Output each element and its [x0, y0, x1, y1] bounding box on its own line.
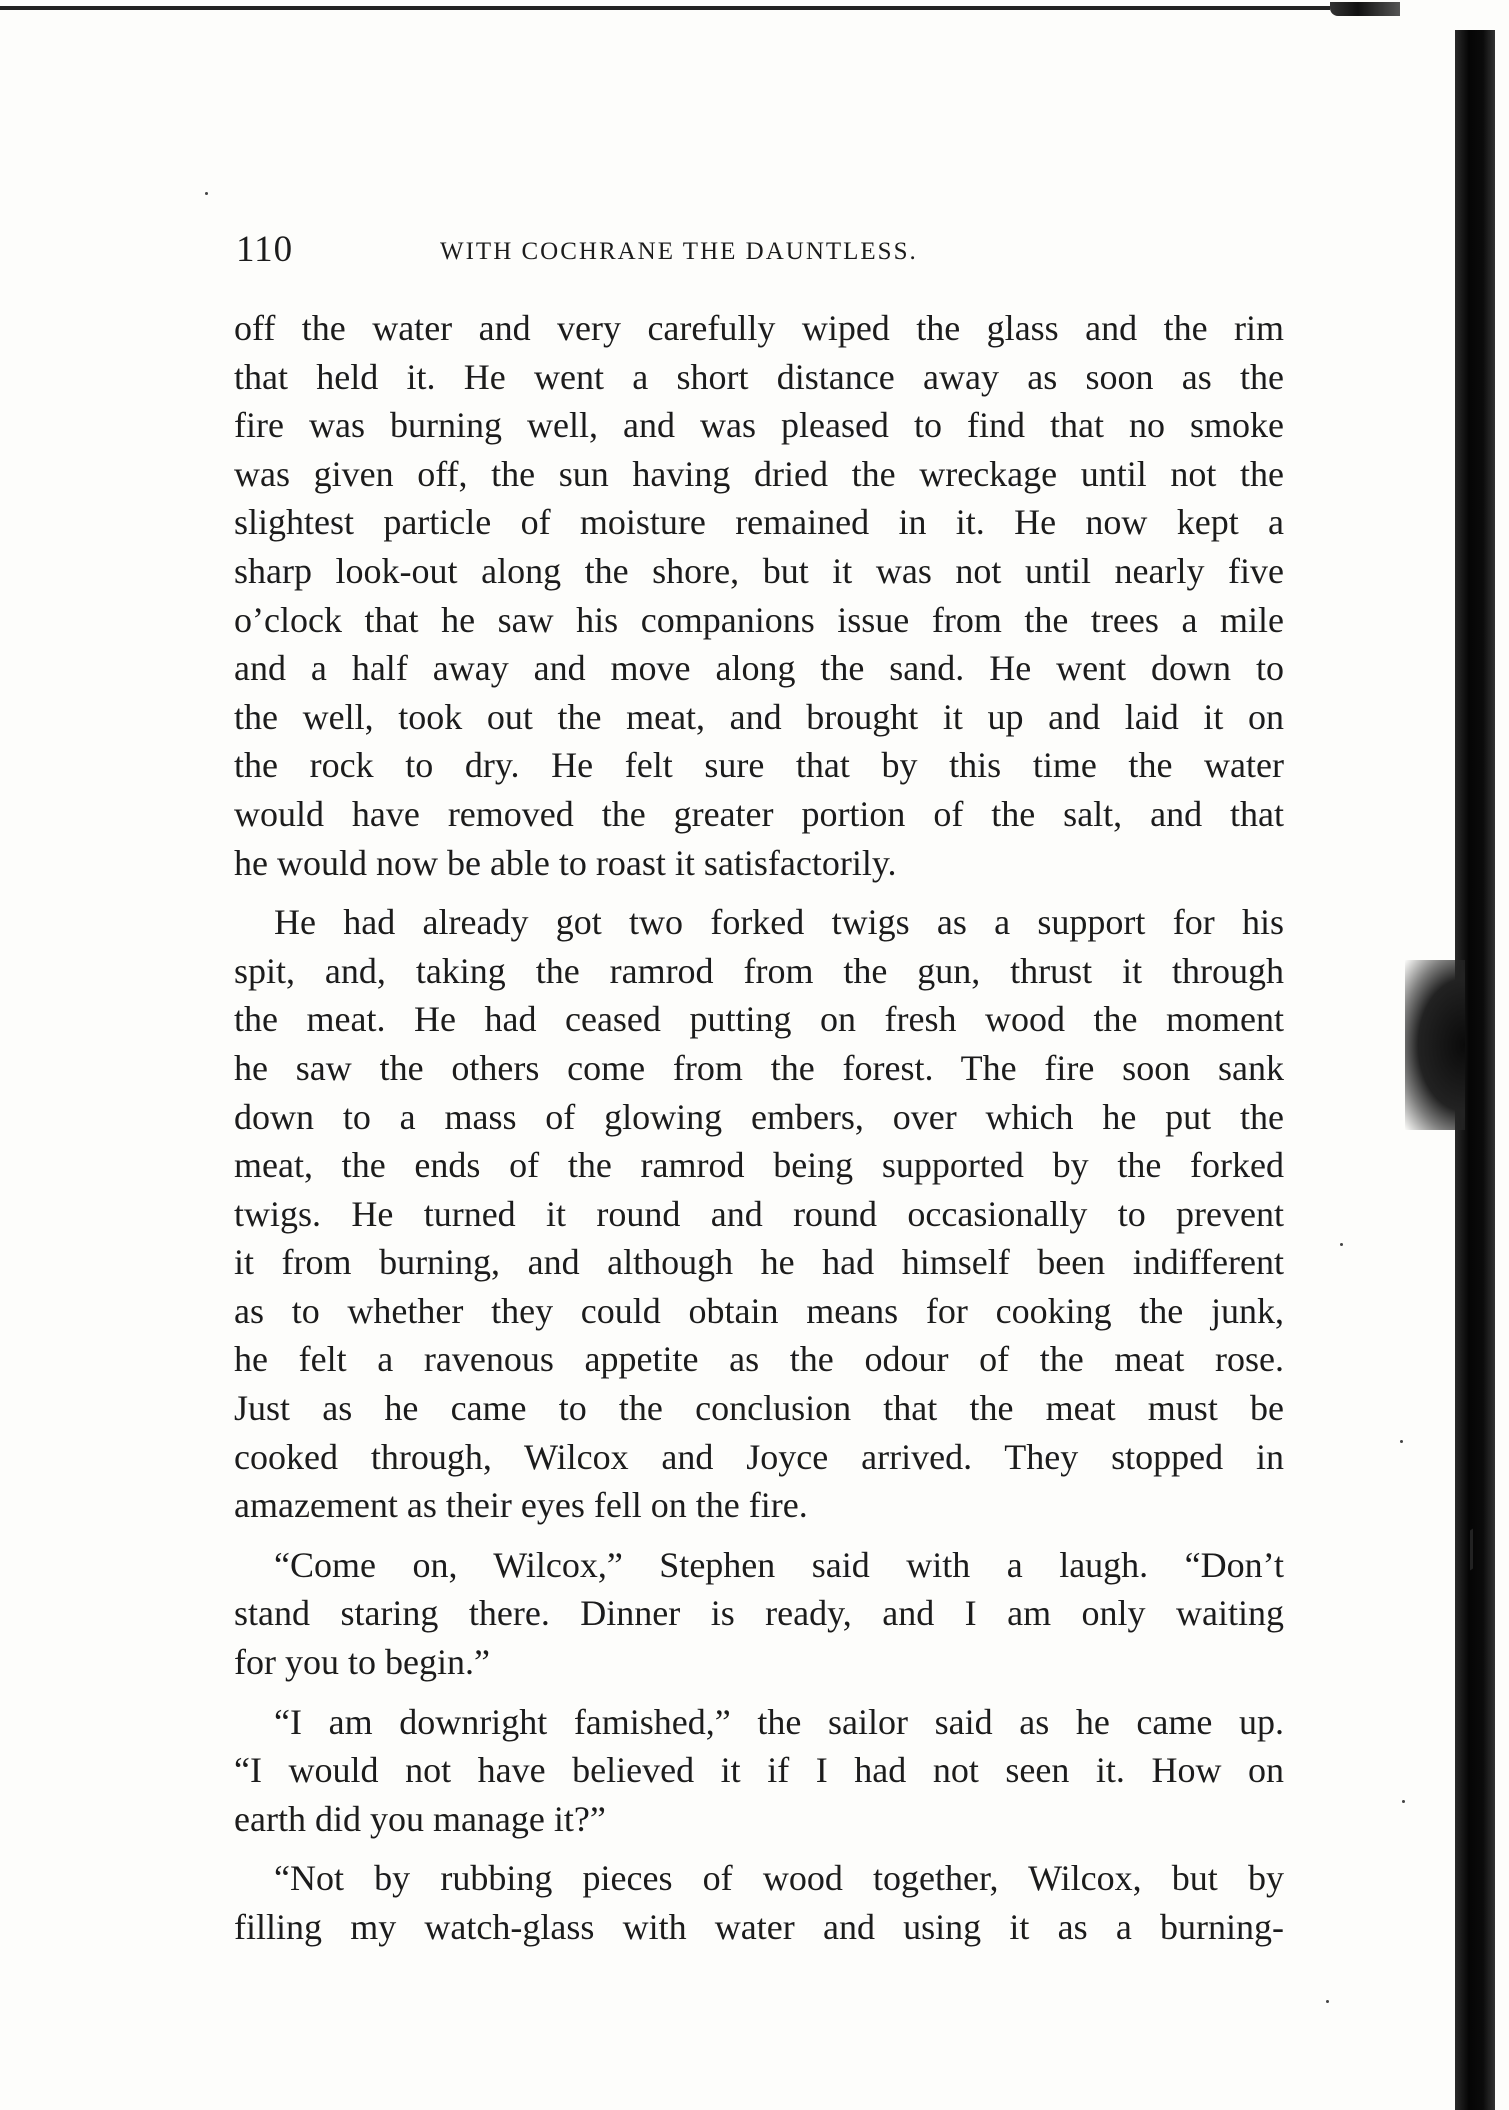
text-line: it from burning, and although he had himself been indifferent	[234, 1242, 1284, 1283]
paragraph	[234, 1698, 1284, 1844]
text-line: earth did you manage it?”	[234, 1798, 606, 1839]
text-line: “I am downright famished,” the sailor said as he came up.	[274, 1701, 1284, 1742]
text-line: “Not by rubbing pieces of wood together, Wilcox, but by	[274, 1858, 1284, 1899]
scan-speck	[1340, 1243, 1343, 1246]
paragraph	[234, 1854, 1284, 1951]
text-line: was given off, the sun having dried the wreckage until not the	[234, 453, 1284, 494]
text-line: off the water and very carefully wiped the glass and the rim	[234, 308, 1284, 348]
binding-shadow-bulge	[1405, 960, 1465, 1130]
text-line: meat, the ends of the ramrod being supported by the forked	[234, 1145, 1284, 1186]
text-line: he would now be able to roast it satisfactorily.	[234, 842, 897, 883]
scan-speck	[205, 192, 208, 195]
text-line: “I would not have believed it if I had not seen it. How on	[234, 1750, 1284, 1791]
text-line: twigs. He turned it round and round occasionally to prevent	[234, 1193, 1284, 1234]
scan-speck	[1400, 1440, 1403, 1443]
text-line: sharp look-out along the shore, but it was not until nearly five	[234, 550, 1284, 591]
text-line: he saw the others come from the forest. The fire soon sank	[234, 1047, 1284, 1088]
text-line: o’clock that he saw his companions issue from the trees a mile	[234, 599, 1284, 640]
text-line: spit, and, taking the ramrod from the gun, thrust it through	[234, 950, 1284, 991]
text-line: cooked through, Wilcox and Joyce arrived. They stopped in	[234, 1436, 1284, 1477]
text-line: the meat. He had ceased putting on fresh wood the moment	[234, 999, 1284, 1040]
text-line: down to a mass of glowing embers, over which he put the	[234, 1096, 1284, 1137]
text-line: that held it. He went a short distance away as soon as the	[234, 356, 1284, 397]
top-scan-edge-corner	[1330, 2, 1400, 16]
page-header	[236, 228, 1281, 278]
text-line: slightest particle of moisture remained in it. He now kept a	[234, 502, 1284, 543]
text-line: “Come on, Wilcox,” Stephen said with a laugh. “Don’t	[274, 1544, 1284, 1585]
text-line: stand staring there. Dinner is ready, and I am only waiting	[234, 1593, 1284, 1634]
paragraph	[234, 898, 1284, 1530]
page-number: 110	[236, 229, 294, 270]
text-line: the rock to dry. He felt sure that by this time the water	[234, 745, 1284, 786]
text-line: filling my watch-glass with water and using it as a burning-	[234, 1907, 1284, 1947]
running-title: WITH COCHRANE THE DAUNTLESS.	[440, 238, 918, 265]
text-line: as to whether they could obtain means for cooking the junk,	[234, 1290, 1284, 1331]
text-line: for you to begin.”	[234, 1642, 490, 1683]
scan-speck	[1326, 2000, 1329, 2003]
text-line: He had already got two forked twigs as a support for his	[274, 902, 1284, 943]
body-text	[234, 304, 1284, 1963]
top-scan-edge	[0, 6, 1330, 10]
text-line: the well, took out the meat, and brought it up and laid it on	[234, 696, 1284, 737]
text-line: he felt a ravenous appetite as the odour of the meat rose.	[234, 1339, 1284, 1380]
paragraph	[234, 1541, 1284, 1687]
paragraph	[234, 304, 1284, 887]
text-line: fire was burning well, and was pleased to find that no smoke	[234, 405, 1284, 446]
text-line: and a half away and move along the sand. He went down to	[234, 648, 1284, 689]
text-line: amazement as their eyes fell on the fire.	[234, 1485, 808, 1526]
text-line: would have removed the greater portion of the salt, and that	[234, 793, 1284, 834]
scan-speck	[1402, 1800, 1405, 1803]
text-line: Just as he came to the conclusion that the meat must be	[234, 1388, 1284, 1429]
